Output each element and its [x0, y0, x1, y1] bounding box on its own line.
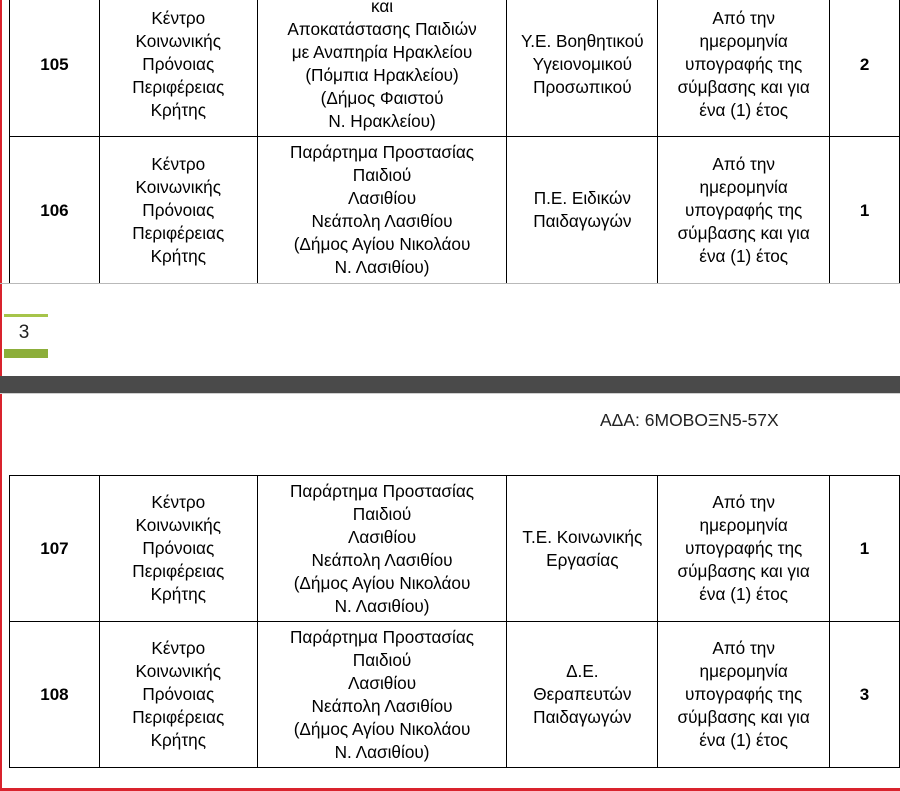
positions-count: 2 [830, 0, 900, 137]
specialty-cell: Υ.Ε. Βοηθητικού Υγειονομικού Προσωπικού [507, 0, 658, 137]
positions-count: 3 [830, 622, 900, 768]
page-number-marker [4, 314, 48, 360]
row-number: 105 [10, 0, 100, 137]
table-row [10, 137, 900, 284]
positions-count: 1 [830, 476, 900, 622]
duration-cell: Από την ημερομηνία υπογραφής της σύμβασης και για ένα (1) έτος [658, 0, 830, 137]
duration-cell: Από την ημερομηνία υπογραφής της σύμβασης και για ένα (1) έτος [658, 137, 830, 284]
viewer-left-border [0, 0, 2, 791]
ada-reference: ΑΔΑ: 6ΜΟΒΟΞΝ5-57Χ [600, 410, 779, 430]
specialty-cell: Π.Ε. Ειδικών Παιδαγωγών [507, 137, 658, 284]
service-unit-cell: Παράρτημα Προστασίας Παιδιού Λασιθίου Νεάπολη Λασιθίου (Δήμος Αγίου Νικολάου Ν. Λασιθίου) [257, 622, 507, 768]
duration-cell: Από την ημερομηνία υπογραφής της σύμβασης και για ένα (1) έτος [658, 476, 830, 622]
service-unit-cell: και Αποκατάστασης Παιδιών με Αναπηρία Ηρακλείου (Πόμπια Ηρακλείου) (Δήμος Φαιστού Ν. Ηρακλείου) [257, 0, 507, 137]
page-separator [0, 376, 900, 393]
organization-cell: Κέντρο Κοινωνικής Πρόνοιας Περιφέρειας Κρήτης [99, 622, 257, 768]
positions-table-page-3 [9, 0, 900, 284]
duration-cell: Από την ημερομηνία υπογραφής της σύμβασης και για ένα (1) έτος [658, 622, 830, 768]
table-row [10, 476, 900, 622]
organization-cell: Κέντρο Κοινωνικής Πρόνοιας Περιφέρειας Κρήτης [99, 476, 257, 622]
page-number: 3 [18, 322, 30, 343]
service-unit-cell: Παράρτημα Προστασίας Παιδιού Λασιθίου Νεάπολη Λασιθίου (Δήμος Αγίου Νικολάου Ν. Λασιθίου) [257, 137, 507, 284]
positions-table-page-4 [9, 475, 900, 768]
row-number: 108 [10, 622, 100, 768]
positions-count: 1 [830, 137, 900, 284]
row-number: 106 [10, 137, 100, 284]
row-number: 107 [10, 476, 100, 622]
specialty-cell: Τ.Ε. Κοινωνικής Εργασίας [507, 476, 658, 622]
table-row [10, 0, 900, 137]
table-row [10, 622, 900, 768]
organization-cell: Κέντρο Κοινωνικής Πρόνοιας Περιφέρειας Κρήτης [99, 137, 257, 284]
page-divider-line [0, 283, 900, 284]
organization-cell: Κέντρο Κοινωνικής Πρόνοιας Περιφέρειας Κρήτης [99, 0, 257, 137]
page-number-accent-bottom [4, 349, 48, 358]
page-separator-edge [0, 393, 900, 394]
specialty-cell: Δ.Ε. Θεραπευτών Παιδαγωγών [507, 622, 658, 768]
service-unit-cell: Παράρτημα Προστασίας Παιδιού Λασιθίου Νεάπολη Λασιθίου (Δήμος Αγίου Νικολάου Ν. Λασιθίου) [257, 476, 507, 622]
page-number-accent-top [4, 314, 48, 317]
